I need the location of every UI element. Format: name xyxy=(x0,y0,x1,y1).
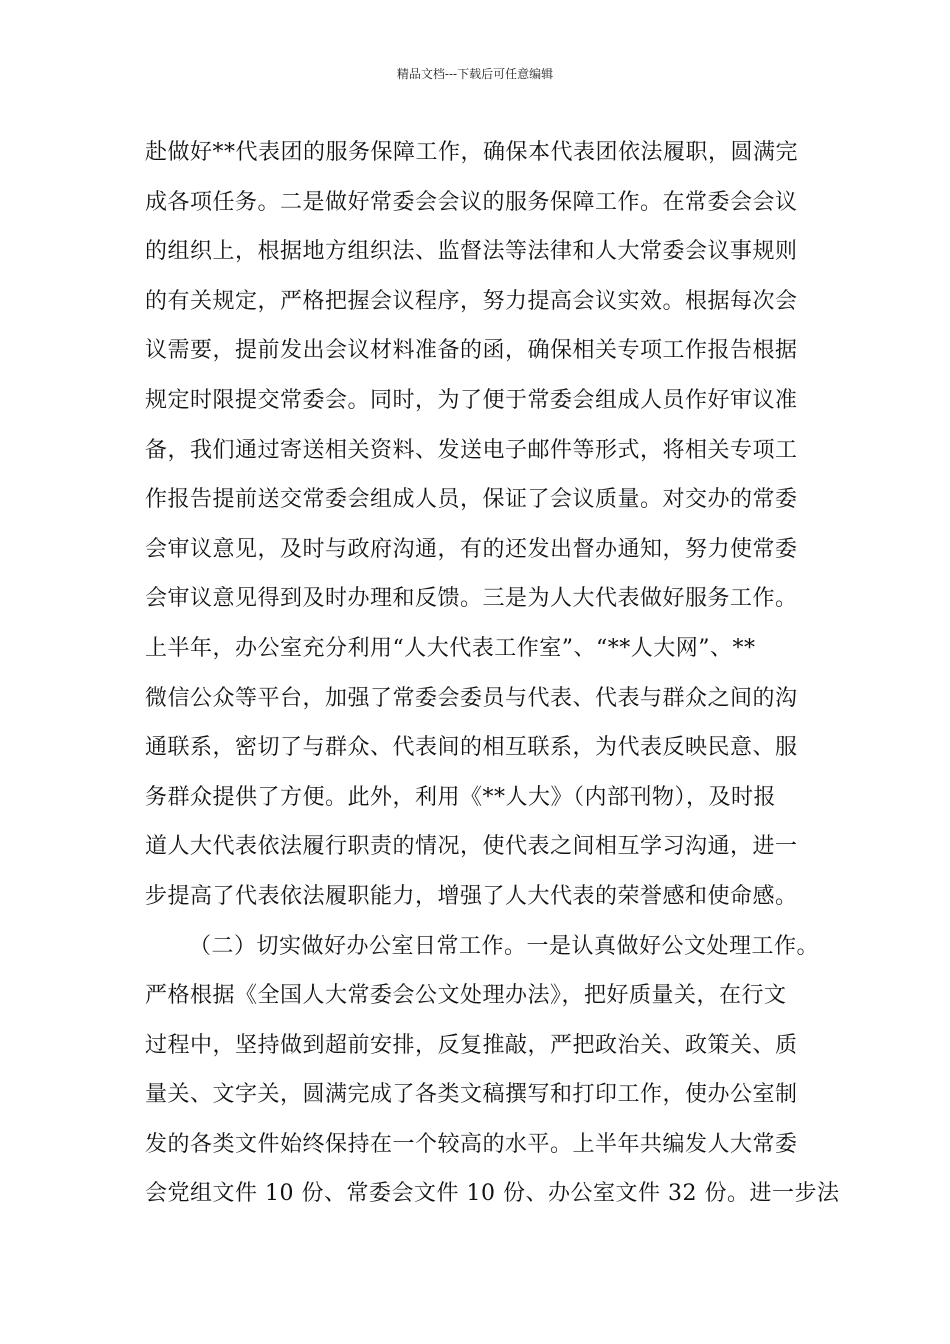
text-line: 过程中，坚持做到超前安排，反复推敲，严把政治关、政策关、质 xyxy=(145,1032,798,1058)
text-line: 成各项任务。二是做好常委会会议的服务保障工作。在常委会会议 xyxy=(145,189,798,215)
text-line: 上半年，办公室充分利用“人大代表工作室”、“**人大网”、** xyxy=(145,635,756,661)
paragraph-start-line: （二）切实做好办公室日常工作。一是认真做好公文处理工作。 xyxy=(189,933,820,959)
text-line: 备，我们通过寄送相关资料、发送电子邮件等形式，将相关专项工 xyxy=(145,437,798,463)
text-line: 议需要，提前发出会议材料准备的函，确保相关专项工作报告根据 xyxy=(145,338,798,364)
body-text xyxy=(145,128,840,1219)
text-line: 通联系，密切了与群众、代表间的相互联系，为代表反映民意、服 xyxy=(145,735,798,761)
page-header: 精品文档---下载后可任意编辑 xyxy=(396,67,554,81)
text-line: 赴做好**代表团的服务保障工作，确保本代表团依法履职，圆满完 xyxy=(145,140,799,165)
text-line: 的有关规定，严格把握会议程序，努力提高会议实效。根据每次会 xyxy=(145,288,798,314)
text-line: 作报告提前送交常委会组成人员，保证了会议质量。对交办的常委 xyxy=(145,487,798,513)
text-line: 务群众提供了方便。此外，利用《**人大》（内部刊物），及时报 xyxy=(145,784,777,810)
text-line: 规定时限提交常委会。同时，为了便于常委会组成人员作好审议准 xyxy=(145,387,798,413)
text-line: 量关、文字关，圆满完成了各类文稿撰写和打印工作，使办公室制 xyxy=(145,1082,798,1108)
text-line: 会党组文件 10 份、常委会文件 10 份、办公室文件 32 份。进一步法 xyxy=(145,1181,840,1207)
text-line: 会审议意见，及时与政府沟通，有的还发出督办通知，努力使常委 xyxy=(145,536,798,562)
text-line: 微信公众等平台，加强了常委会委员与代表、代表与群众之间的沟 xyxy=(145,685,798,711)
text-line: 严格根据《全国人大常委会公文处理办法》，把好质量关，在行文 xyxy=(145,983,787,1009)
text-line: 道人大代表依法履行职责的情况，使代表之间相互学习沟通，进一 xyxy=(145,834,798,860)
text-line: 的组织上，根据地方组织法、监督法等法律和人大常委会议事规则 xyxy=(145,239,798,265)
text-line: 会审议意见得到及时办理和反馈。三是为人大代表做好服务工作。 xyxy=(145,586,798,612)
text-line: 步提高了代表依法履职能力，增强了人大代表的荣誉感和使命感。 xyxy=(145,883,798,909)
text-line: 发的各类文件始终保持在一个较高的水平。上半年共编发人大常委 xyxy=(145,1131,798,1157)
